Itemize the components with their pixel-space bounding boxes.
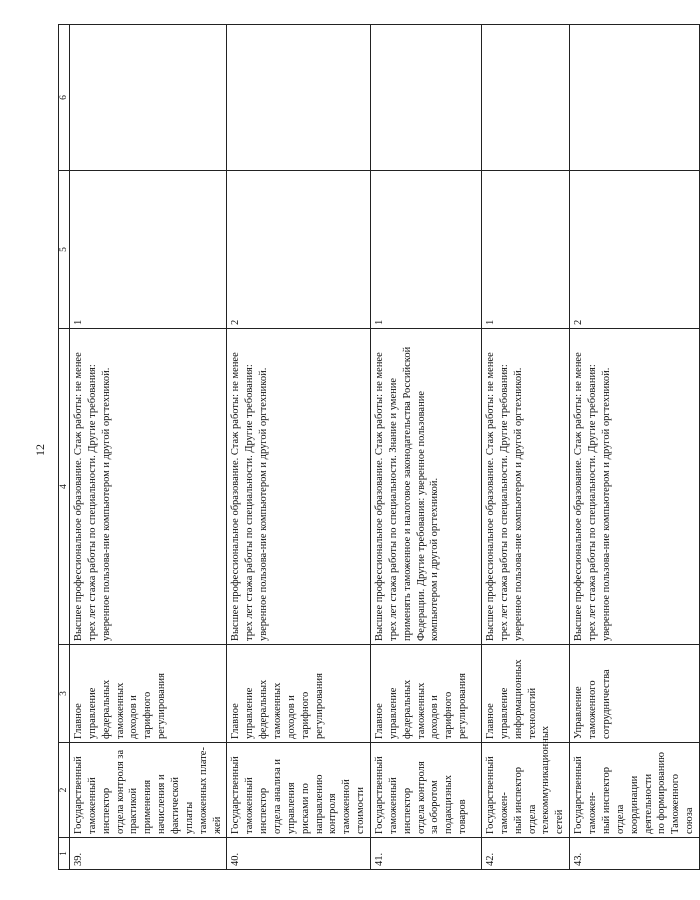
- table-row: [482, 25, 570, 870]
- column-number-row: [59, 25, 70, 870]
- requirements: Высшее профессиональное образование. Стаж работы: не менее трех лет стажа работы по специальности. Другие требования: уверенное пользова-ние компьютером и другой оргтехникой.: [70, 329, 227, 645]
- column-number: 5: [59, 171, 70, 329]
- column-6-cell: [70, 25, 227, 171]
- table-row: [70, 25, 227, 870]
- column-6-cell: [570, 25, 700, 171]
- requirements: Высшее профессиональное образование. Стаж работы: не менее трех лет стажа работы по специальности. Знание и умение применять таможенное и налоговое законодательства Российской Федерации. Другие требования: уверенное пользование компьютером и другой оргтехникой.: [371, 329, 482, 645]
- requirements: Высшее профессиональное образование. Стаж работы: не менее трех лет стажа работы по специальности. Другие требования: уверенное пользова-ние компьютером и другой оргтехникой.: [227, 329, 371, 645]
- table-row: [570, 25, 700, 870]
- column-number: 1: [59, 838, 70, 870]
- row-number: 43.: [570, 838, 700, 870]
- position-title: Государственный таможенный инспектор отдела контроля за оборотом подакцизных товаров: [371, 743, 482, 838]
- vacancy-count: 2: [227, 171, 371, 329]
- page-number: 12: [33, 444, 47, 456]
- vacancy-count: 2: [570, 171, 700, 329]
- requirements: Высшее профессиональное образование. Стаж работы: не менее трех лет стажа работы по специальности. Другие требования: уверенное пользова-ние компьютером и другой оргтехникой.: [482, 329, 570, 645]
- department: Главное управление федеральных таможенных доходов и тарифного регулирования: [227, 645, 371, 743]
- position-title: Государственный таможенный инспектор отдела анализа и управления рисками по направлению контроля таможенной стоимости: [227, 743, 371, 838]
- department: Главное управление информационных технологий: [482, 645, 570, 743]
- row-number: 39.: [70, 838, 227, 870]
- vacancy-table: [58, 24, 700, 870]
- position-title: Государственный таможенный инспектор отдела контроля за практикой применения начисления и фактической уплаты таможенных плате- жей: [70, 743, 227, 838]
- vacancy-count: 1: [482, 171, 570, 329]
- requirements: Высшее профессиональное образование. Стаж работы: не менее трех лет стажа работы по специальности. Другие требования: уверенное пользова-ние компьютером и другой оргтехникой.: [570, 329, 700, 645]
- vacancy-count: 1: [371, 171, 482, 329]
- department: Главное управление федеральных таможенных доходов и тарифного регулирования: [371, 645, 482, 743]
- department: Главное управление федеральных таможенных доходов и тарифного регулирования: [70, 645, 227, 743]
- column-6-cell: [482, 25, 570, 171]
- column-6-cell: [371, 25, 482, 171]
- row-number: 40.: [227, 838, 371, 870]
- column-number: 6: [59, 25, 70, 171]
- position-title: Государственный таможен- ный инспектор отдела телекоммуникационных сетей: [482, 743, 570, 838]
- row-number: 41.: [371, 838, 482, 870]
- column-number: 2: [59, 743, 70, 838]
- row-number: 42.: [482, 838, 570, 870]
- table-row: [227, 25, 371, 870]
- table-row: [371, 25, 482, 870]
- department: Управление таможенного сотрудничества: [570, 645, 700, 743]
- column-number: 4: [59, 329, 70, 645]
- column-number: 3: [59, 645, 70, 743]
- column-6-cell: [227, 25, 371, 171]
- vacancy-count: 1: [70, 171, 227, 329]
- position-title: Государственный таможен- ный инспектор отдела координации деятельности по формированию Таможенного союза: [570, 743, 700, 838]
